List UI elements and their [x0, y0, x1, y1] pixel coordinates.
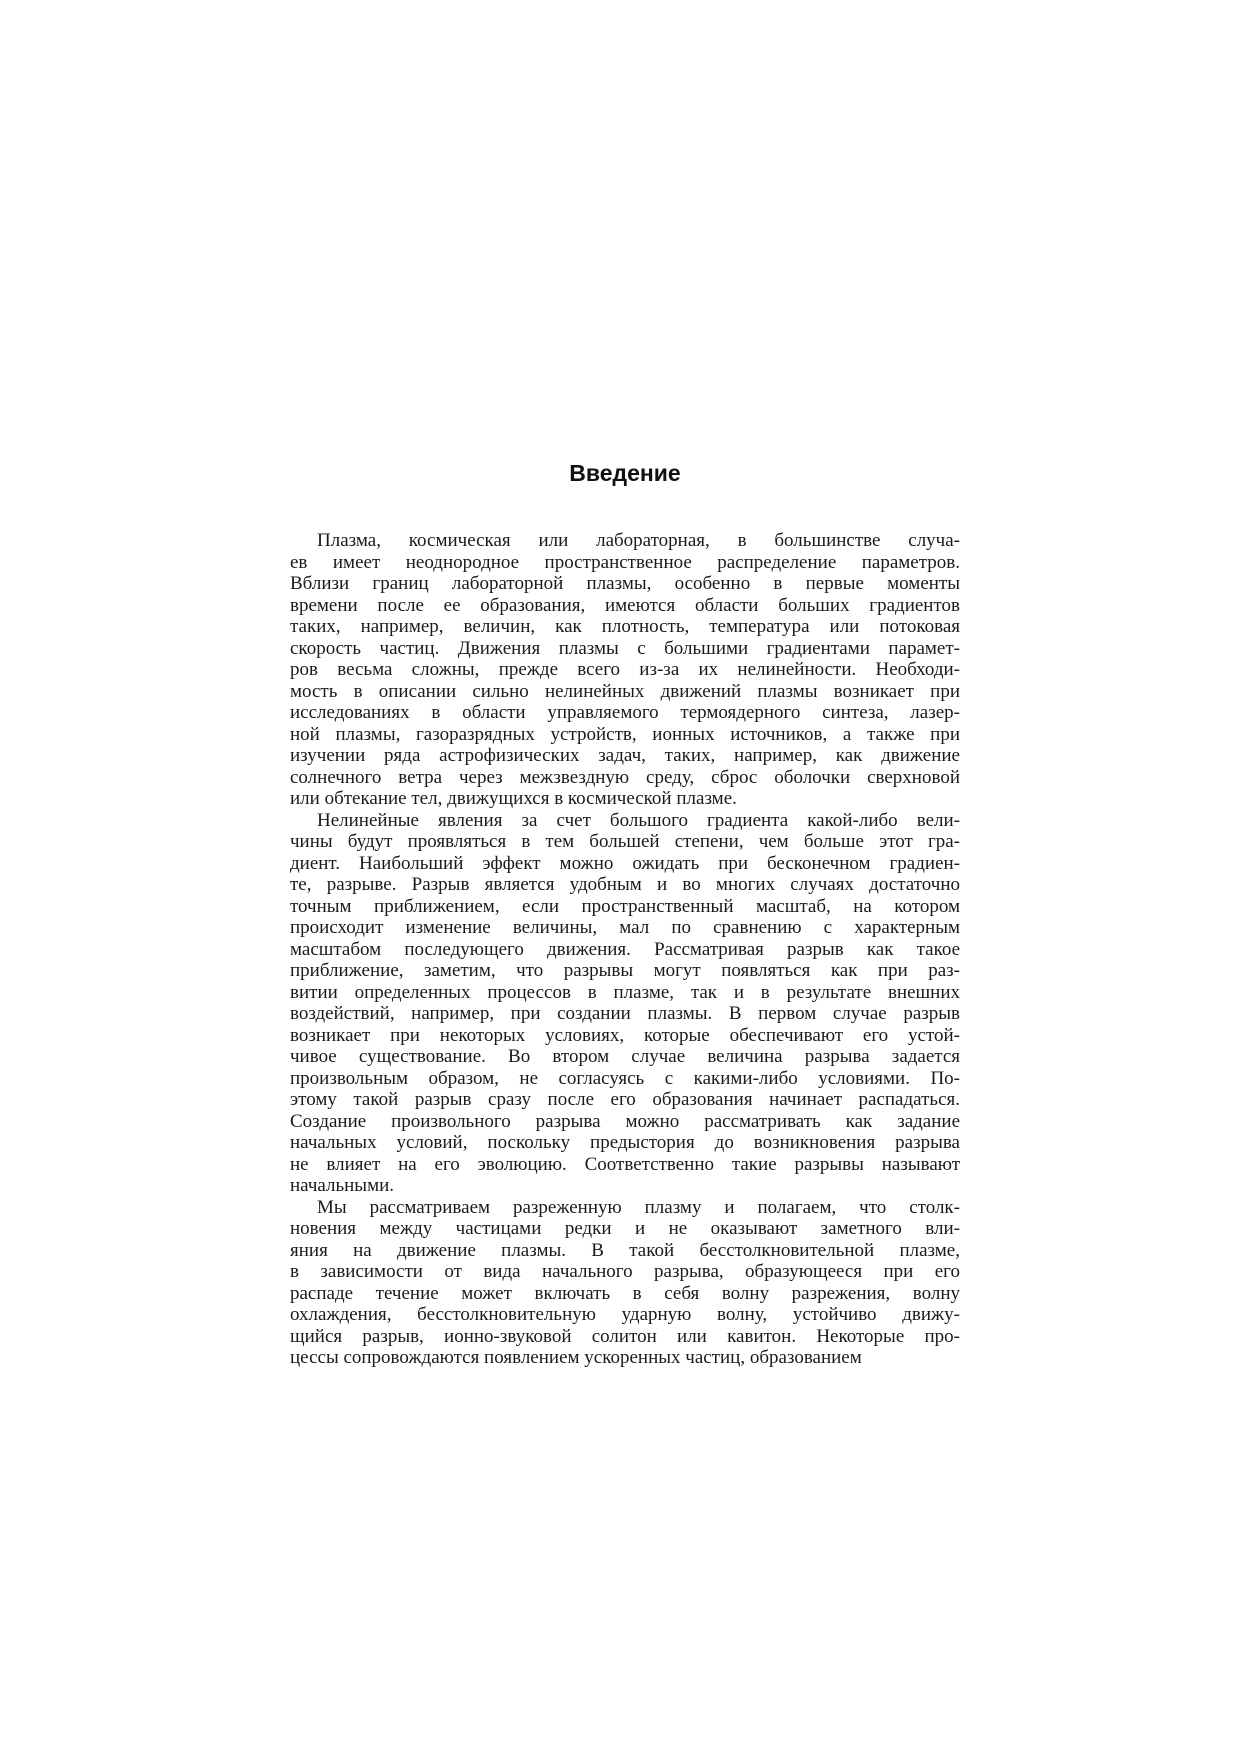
text-line: таких, например, величин, как плотность, температура или потоковая — [290, 616, 960, 637]
text-line: в зависимости от вида начального разрыва, образующееся при его — [290, 1261, 960, 1282]
text-line: или обтекание тел, движущихся в космической плазме. — [290, 788, 737, 809]
text-line: ной плазмы, газоразрядных устройств, ионных источников, а также при — [290, 723, 960, 745]
text-line: солнечного ветра через межзвездную среду, сброс оболочки сверхновой — [290, 766, 960, 788]
paragraph — [290, 1197, 960, 1369]
chapter-heading: Введение — [569, 460, 681, 486]
text-line: произвольным образом, не согласуясь с какими-либо условиями. По- — [290, 1067, 960, 1089]
text-line: не влияет на его эволюцию. Соответственно такие разрывы называют — [290, 1153, 960, 1175]
text-line: Нелинейные явления за счет большого градиента какой-либо вели- — [317, 809, 960, 831]
text-line: ев имеет неоднородное пространственное распределение параметров. — [290, 551, 960, 573]
text-line: этому такой разрыв сразу после его образования начинает распадаться. — [290, 1089, 960, 1110]
text-line: возникает при некоторых условиях, которые обеспечивают его устой- — [290, 1024, 960, 1046]
paragraph — [290, 810, 960, 1197]
text-line: охлаждения, бесстолкновительную ударную волну, устойчиво движу- — [290, 1304, 960, 1325]
text-line: ров весьма сложны, прежде всего из-за их нелинейности. Необходи- — [290, 659, 960, 680]
text-line: чины будут проявляться в тем большей степени, чем больше этот гра- — [290, 831, 960, 852]
text-line: исследованиях в области управляемого термоядерного синтеза, лазер- — [290, 702, 960, 723]
text-line: начальных условий, поскольку предыстория до возникновения разрыва — [290, 1132, 960, 1153]
text-line: Вблизи границ лабораторной плазмы, особенно в первые моменты — [290, 573, 960, 594]
text-line: Плазма, космическая или лабораторная, в большинстве случа- — [317, 530, 960, 551]
text-line: цессы сопровождаются появлением ускоренных частиц, образованием — [290, 1347, 862, 1368]
text-line: Мы рассматриваем разреженную плазму и полагаем, что столк- — [317, 1196, 960, 1218]
text-line: изучении ряда астрофизических задач, таких, например, как движение — [290, 745, 960, 766]
text-line: приближение, заметим, что разрывы могут появляться как при раз- — [290, 960, 960, 981]
text-line: начальными. — [290, 1175, 395, 1196]
text-line: витии определенных процессов в плазме, так и в результате внешних — [290, 981, 960, 1003]
text-line: масштабом последующего движения. Рассматривая разрыв как такое — [290, 938, 960, 960]
text-line: чивое существование. Во втором случае величина разрыва задается — [290, 1046, 960, 1067]
text-line: диент. Наибольший эффект можно ожидать при бесконечном градиен- — [290, 852, 960, 874]
text-line: воздействий, например, при создании плазмы. В первом случае разрыв — [290, 1003, 960, 1024]
text-line: скорость частиц. Движения плазмы с большими градиентами парамет- — [290, 637, 960, 659]
paragraph — [290, 530, 960, 810]
text-line: времени после ее образования, имеются области больших градиентов — [290, 594, 960, 616]
text-line: мость в описании сильно нелинейных движений плазмы возникает при — [290, 680, 960, 702]
chapter-body — [290, 530, 960, 1369]
text-line: яния на движение плазмы. В такой бесстолкновительной плазме, — [290, 1239, 960, 1261]
text-line: точным приближением, если пространственный масштаб, на котором — [290, 895, 960, 917]
text-line: щийся разрыв, ионно-звуковой солитон или кавитон. Некоторые про- — [290, 1325, 960, 1347]
text-line: новения между частицами редки и не оказывают заметного вли- — [290, 1218, 960, 1239]
text-line: распаде течение может включать в себя волну разрежения, волну — [290, 1282, 960, 1304]
text-line: те, разрыве. Разрыв является удобным и во многих случаях достаточно — [290, 874, 960, 895]
text-line: происходит изменение величины, мал по сравнению с характерным — [290, 917, 960, 938]
text-line: Создание произвольного разрыва можно рассматривать как задание — [290, 1110, 960, 1132]
